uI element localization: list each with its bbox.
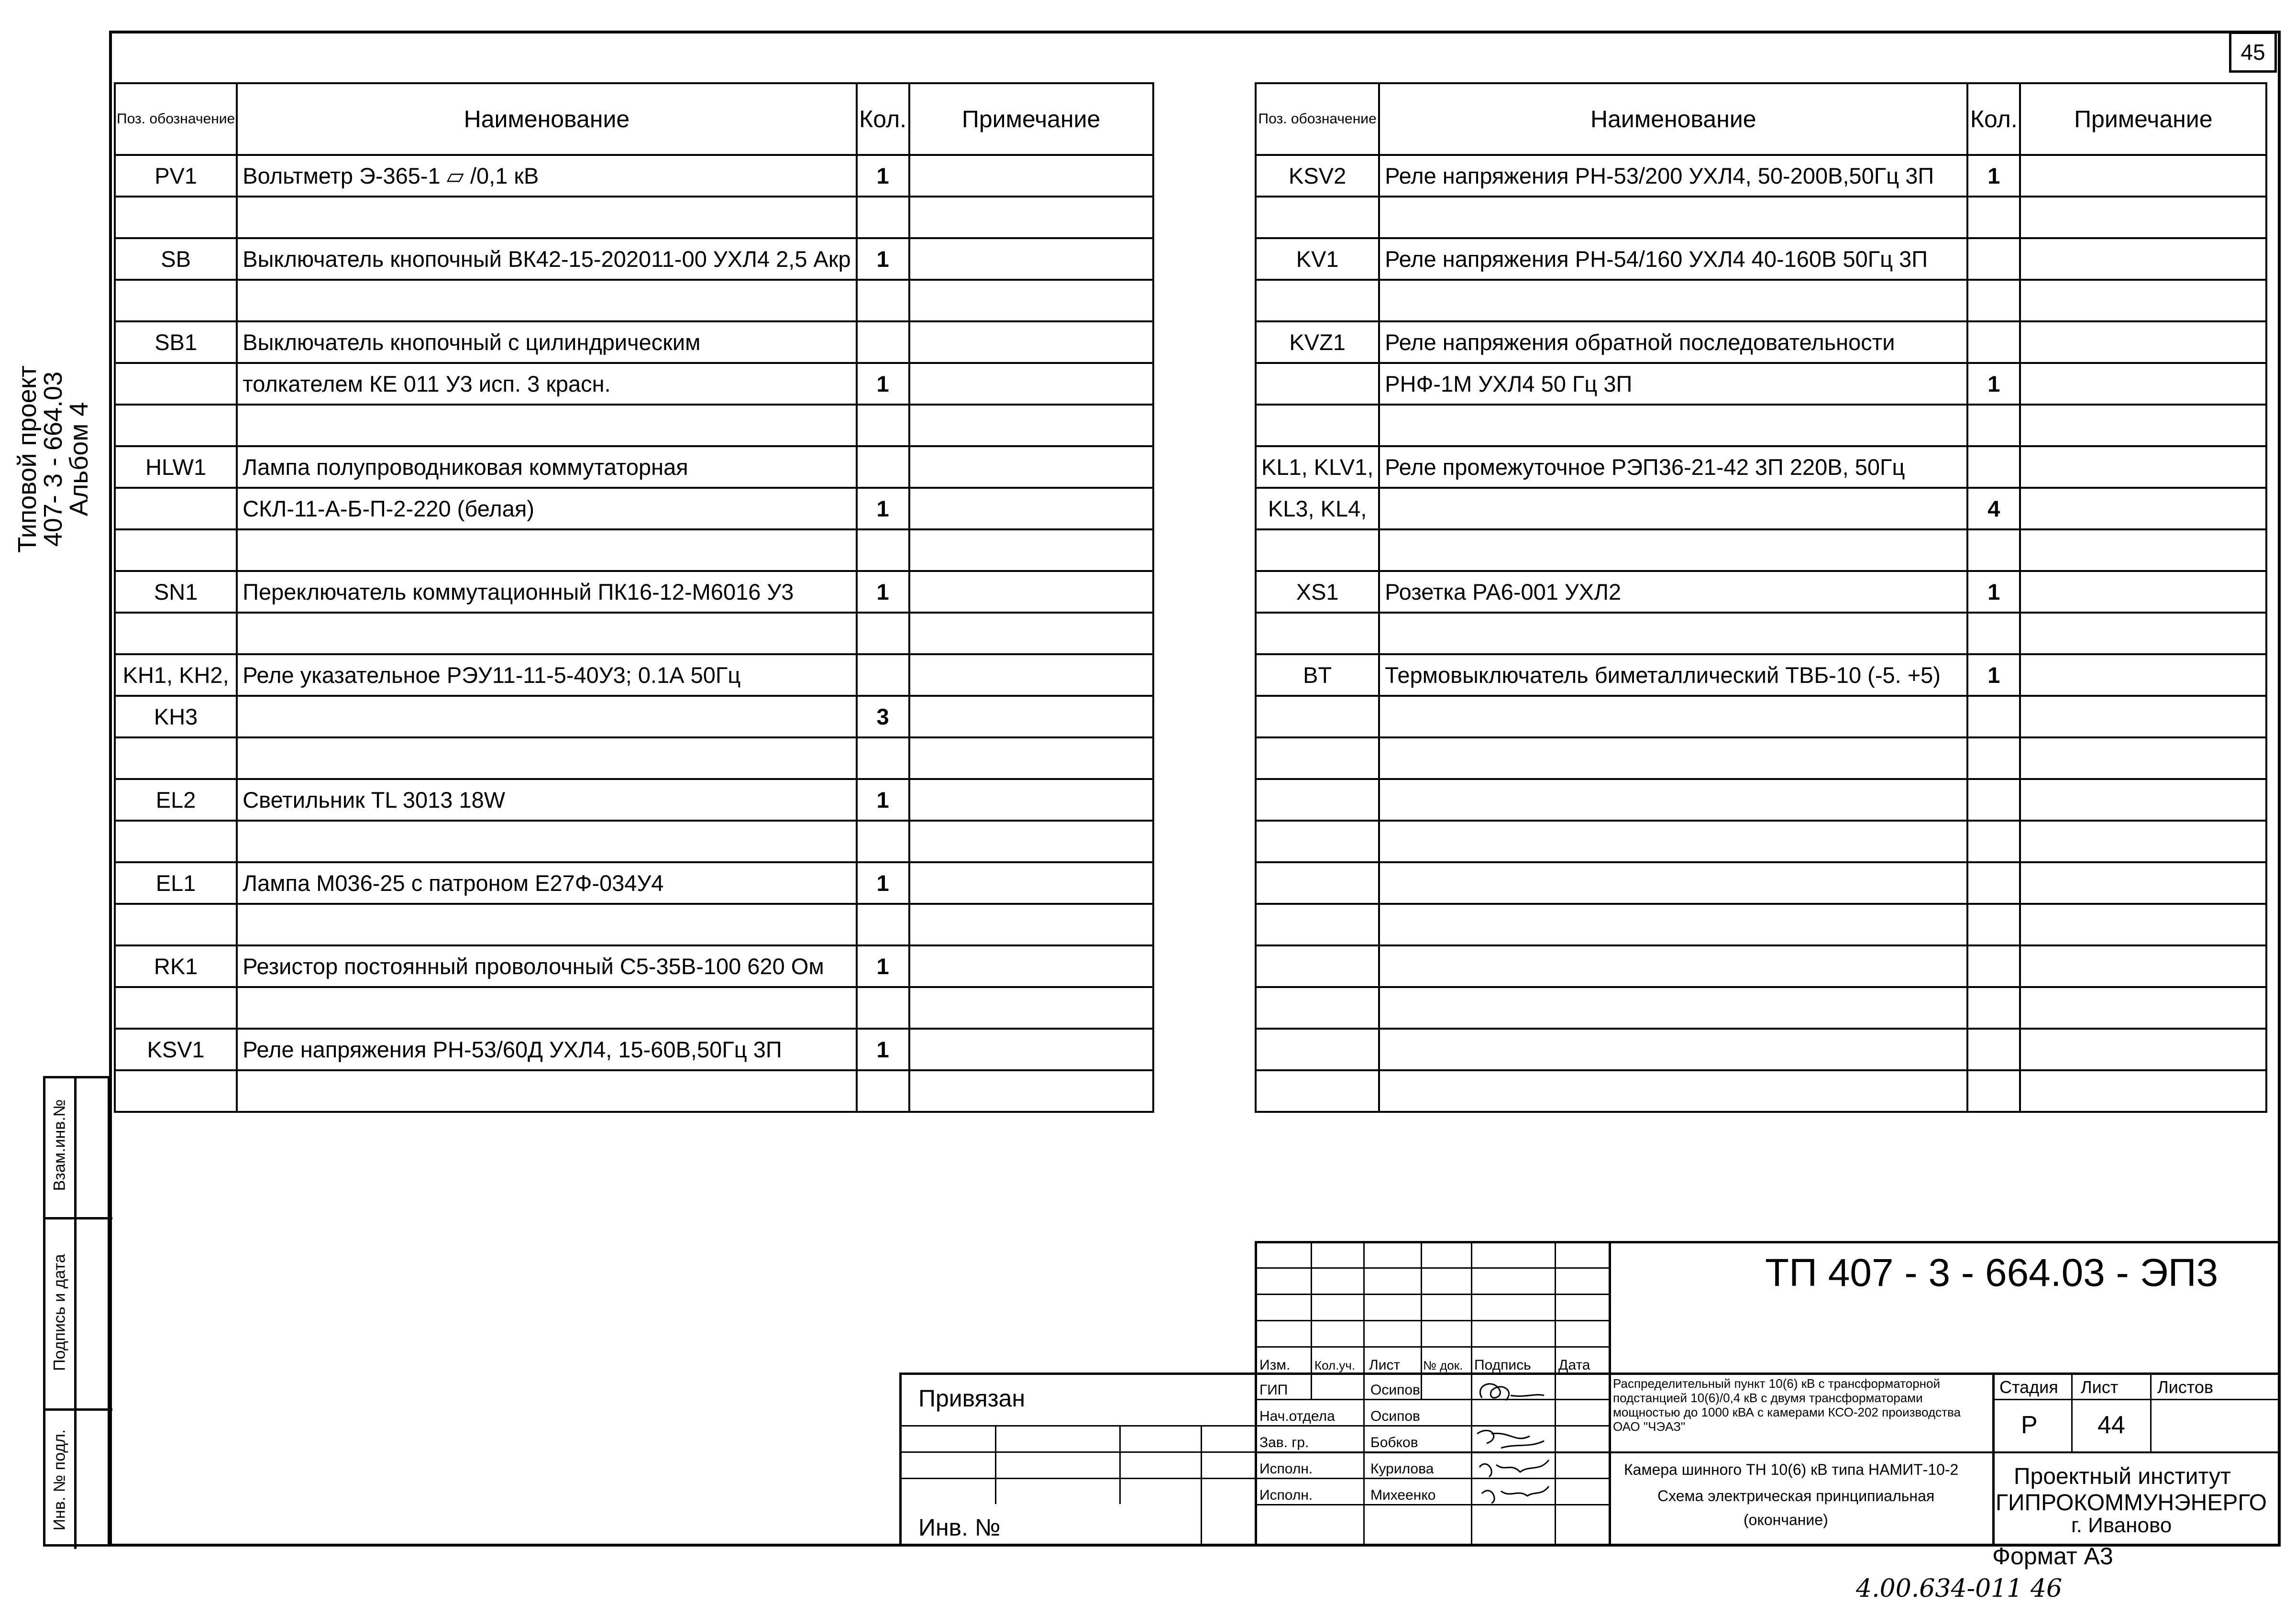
listov-label: Листов: [2157, 1377, 2213, 1397]
note-cell: [2020, 529, 2266, 571]
pos-cell: EL2: [115, 779, 237, 821]
qty-cell: [857, 737, 909, 779]
qty-cell: [857, 904, 909, 945]
qty-cell: [1967, 529, 2020, 571]
qty-cell: [1967, 1070, 2020, 1112]
name-cell: [1379, 904, 1967, 945]
pos-cell: [115, 405, 237, 446]
note-cell: [909, 280, 1153, 321]
name-cell: Реле напряжения РН-54/160 УХЛ4 40-160В 50Гц 3П: [1379, 238, 1967, 280]
name-cell: Реле указательное РЭУ11-11-5-40У3; 0.1А 50Гц: [237, 654, 856, 696]
sheet-number-box: [2229, 32, 2277, 73]
side-stamp-column: [43, 1076, 110, 1547]
table-row: [1256, 405, 2266, 446]
note-cell: [909, 737, 1153, 779]
table-row: [1256, 737, 2266, 779]
note-cell: [2020, 446, 2266, 488]
org-line-1: Проектный институт: [2014, 1464, 2231, 1489]
name-bobkov: Бобков: [1370, 1435, 1418, 1450]
name-cell: Розетка РА6-001 УХЛ2: [1379, 571, 1967, 613]
signature-scribbles: [1472, 1376, 1554, 1510]
note-cell: [909, 529, 1153, 571]
table-row: [115, 405, 1153, 446]
table-row: [115, 654, 1153, 696]
table-row: [115, 571, 1153, 613]
document-code: ТП 407 - 3 - 664.03 - ЭП3: [1765, 1251, 2219, 1295]
qty-cell: 1: [857, 945, 909, 987]
note-cell: [909, 821, 1153, 862]
qty-cell: [1967, 280, 2020, 321]
table-row: [1256, 488, 2266, 529]
name-cell: Резистор постоянный проволочный С5-35В-100 620 Ом: [237, 945, 856, 987]
name-cell: [1379, 987, 1967, 1029]
pos-cell: [1256, 363, 1379, 405]
pos-cell: [115, 363, 237, 405]
note-cell: [909, 363, 1153, 405]
note-cell: [2020, 987, 2266, 1029]
format-label: Формат А3: [1992, 1543, 2113, 1570]
note-cell: [909, 1070, 1153, 1112]
table-row: [1256, 1070, 2266, 1112]
qty-cell: [1967, 613, 2020, 654]
name-cell: [237, 696, 856, 737]
name-kurilova: Курилова: [1370, 1461, 1434, 1477]
pos-cell: PV1: [115, 155, 237, 197]
table-row: [115, 696, 1153, 737]
name-cell: Реле промежуточное РЭП36-21-42 3П 220В, 50Гц: [1379, 446, 1967, 488]
org-line-3: г. Иваново: [2071, 1514, 2172, 1537]
name-cell: [237, 280, 856, 321]
note-cell: [2020, 363, 2266, 405]
table-row: [115, 321, 1153, 363]
note-cell: [2020, 821, 2266, 862]
name-cell: [237, 904, 856, 945]
inv-podl-label: Инв. № подл.: [50, 1429, 69, 1531]
note-cell: [909, 197, 1153, 238]
name-cell: Лампа полупроводниковая коммутаторная: [237, 446, 856, 488]
header-note: Примечание: [2020, 83, 2266, 155]
header-qty: Кол.: [857, 83, 909, 155]
note-cell: [909, 779, 1153, 821]
note-cell: [909, 945, 1153, 987]
pos-cell: KSV1: [115, 1029, 237, 1070]
qty-cell: 3: [857, 696, 909, 737]
qty-cell: 1: [1967, 571, 2020, 613]
note-cell: [909, 405, 1153, 446]
note-cell: [2020, 571, 2266, 613]
table-row: [1256, 280, 2266, 321]
name-cell: [1379, 488, 1967, 529]
note-cell: [2020, 945, 2266, 987]
table-row: [115, 529, 1153, 571]
qty-cell: [1967, 779, 2020, 821]
side-title-line: Альбом 4: [65, 402, 93, 516]
name-cell: [237, 821, 856, 862]
qty-cell: [857, 987, 909, 1029]
handwritten-note: 4.00.634-011 46: [1856, 1574, 2063, 1603]
header-pos: Поз. обозначение: [1256, 83, 1379, 155]
qty-cell: [857, 529, 909, 571]
pos-cell: SN1: [115, 571, 237, 613]
table-row: [1256, 321, 2266, 363]
pos-cell: [115, 280, 237, 321]
table-row: [115, 197, 1153, 238]
note-cell: [2020, 613, 2266, 654]
pos-cell: SB1: [115, 321, 237, 363]
pos-cell: [1256, 737, 1379, 779]
note-cell: [2020, 904, 2266, 945]
qty-cell: 4: [1967, 488, 2020, 529]
table-row: [1256, 571, 2266, 613]
pos-cell: KH3: [115, 696, 237, 737]
note-cell: [2020, 779, 2266, 821]
table-row: [115, 363, 1153, 405]
table-row: [1256, 862, 2266, 904]
table-row: [115, 904, 1153, 945]
qty-cell: [1967, 987, 2020, 1029]
pos-cell: EL1: [115, 862, 237, 904]
role-zav-gr: Зав. гр.: [1259, 1435, 1309, 1450]
name-cell: [1379, 197, 1967, 238]
table-row: [1256, 238, 2266, 280]
table-row: [115, 280, 1153, 321]
name-cell: Переключатель коммутационный ПК16-12-М6016 У3: [237, 571, 856, 613]
note-cell: [2020, 155, 2266, 197]
sheet-description-3: (окончание): [1744, 1511, 1828, 1528]
table-header-row: [1256, 83, 2266, 155]
name-cell: [1379, 1070, 1967, 1112]
qty-cell: [1967, 862, 2020, 904]
note-cell: [2020, 1070, 2266, 1112]
note-cell: [909, 571, 1153, 613]
right-spec-table: [1255, 82, 2267, 1113]
pos-cell: [1256, 862, 1379, 904]
list-value: 44: [2097, 1411, 2125, 1439]
table-row: [1256, 363, 2266, 405]
name-cell: [237, 737, 856, 779]
qty-cell: 1: [857, 862, 909, 904]
name-cell: СКЛ-11-А-Б-П-2-220 (белая): [237, 488, 856, 529]
name-cell: [1379, 1029, 1967, 1070]
pos-cell: BT: [1256, 654, 1379, 696]
pos-cell: [115, 987, 237, 1029]
qty-cell: 1: [1967, 654, 2020, 696]
name-cell: толкателем КЕ 011 У3 исп. 3 красн.: [237, 363, 856, 405]
name-cell: Светильник TL 3013 18W: [237, 779, 856, 821]
qty-cell: 1: [857, 571, 909, 613]
pos-cell: KSV2: [1256, 155, 1379, 197]
qty-cell: [1967, 446, 2020, 488]
table-row: [115, 1029, 1153, 1070]
note-cell: [2020, 696, 2266, 737]
pos-cell: KL3, KL4,: [1256, 488, 1379, 529]
name-cell: Выключатель кнопочный ВК42-15-202011-00 УХЛ4 2,5 Акр: [237, 238, 856, 280]
pos-cell: [115, 821, 237, 862]
note-cell: [909, 155, 1153, 197]
table-row: [115, 238, 1153, 280]
note-cell: [2020, 488, 2266, 529]
name-cell: [237, 197, 856, 238]
table-row: [1256, 529, 2266, 571]
note-cell: [2020, 862, 2266, 904]
table-row: [115, 155, 1153, 197]
pos-cell: KL1, KLV1,: [1256, 446, 1379, 488]
header-pos: Поз. обозначение: [115, 83, 237, 155]
pos-cell: SB: [115, 238, 237, 280]
table-row: [115, 488, 1153, 529]
qty-cell: 1: [1967, 155, 2020, 197]
qty-cell: [1967, 238, 2020, 280]
org-line-2: ГИПРОКОММУНЭНЕРГО: [1996, 1490, 2267, 1515]
table-row: [1256, 696, 2266, 737]
pos-cell: [115, 529, 237, 571]
name-cell: РНФ-1М УХЛ4 50 Гц 3П: [1379, 363, 1967, 405]
qty-cell: [1967, 696, 2020, 737]
qty-cell: [857, 654, 909, 696]
note-cell: [909, 654, 1153, 696]
note-cell: [909, 446, 1153, 488]
pos-cell: HLW1: [115, 446, 237, 488]
note-cell: [2020, 238, 2266, 280]
table-row: [115, 1070, 1153, 1112]
table-row: [1256, 779, 2266, 821]
table-row: [1256, 654, 2266, 696]
role-nach-otdela: Нач.отдела: [1259, 1408, 1335, 1424]
qty-cell: [1967, 904, 2020, 945]
pos-cell: [1256, 779, 1379, 821]
note-cell: [909, 904, 1153, 945]
note-cell: [2020, 737, 2266, 779]
table-row: [1256, 904, 2266, 945]
qty-cell: [1967, 945, 2020, 987]
pos-cell: RK1: [115, 945, 237, 987]
name-osipov-1: Осипов: [1370, 1382, 1420, 1398]
pos-cell: [1256, 613, 1379, 654]
qty-cell: [857, 821, 909, 862]
name-cell: Выключатель кнопочный с цилиндрическим: [237, 321, 856, 363]
name-cell: [1379, 737, 1967, 779]
pos-cell: [1256, 197, 1379, 238]
hdr-data: Дата: [1558, 1357, 1590, 1373]
qty-cell: [857, 405, 909, 446]
pos-cell: [1256, 529, 1379, 571]
sheet-number: 45: [2241, 40, 2265, 65]
list-label: Лист: [2081, 1377, 2119, 1397]
inv-no-label: Инв. №: [918, 1514, 1001, 1541]
name-cell: [237, 1070, 856, 1112]
role-gip: ГИП: [1259, 1382, 1288, 1398]
name-cell: [1379, 696, 1967, 737]
pos-cell: [1256, 696, 1379, 737]
hdr-izm: Изм.: [1259, 1357, 1291, 1373]
note-cell: [909, 321, 1153, 363]
header-name: Наименование: [1379, 83, 1967, 155]
qty-cell: [857, 197, 909, 238]
table-row: [1256, 197, 2266, 238]
header-note: Примечание: [909, 83, 1153, 155]
table-row: [1256, 1029, 2266, 1070]
pos-cell: KVZ1: [1256, 321, 1379, 363]
qty-cell: 1: [857, 363, 909, 405]
sheet-description-1: Камера шинного ТН 10(6) кВ типа НАМИТ-10-2: [1624, 1461, 1959, 1478]
side-title-line: Типовой проект: [13, 365, 42, 553]
name-cell: [1379, 529, 1967, 571]
qty-cell: [857, 613, 909, 654]
pos-cell: [115, 1070, 237, 1112]
stage-label: Стадия: [1999, 1377, 2058, 1397]
table-row: [115, 613, 1153, 654]
side-title-line: 407- 3 - 664.03: [39, 371, 67, 547]
note-cell: [2020, 1029, 2266, 1070]
table-row: [115, 945, 1153, 987]
pos-cell: [115, 613, 237, 654]
qty-cell: [1967, 737, 2020, 779]
pos-cell: [1256, 1070, 1379, 1112]
pos-cell: [1256, 987, 1379, 1029]
table-row: [1256, 987, 2266, 1029]
table-row: [115, 446, 1153, 488]
note-cell: [909, 862, 1153, 904]
qty-cell: [1967, 321, 2020, 363]
note-cell: [909, 987, 1153, 1029]
note-cell: [909, 696, 1153, 737]
table-row: [1256, 821, 2266, 862]
pos-cell: [115, 904, 237, 945]
qty-cell: [1967, 821, 2020, 862]
note-cell: [2020, 405, 2266, 446]
table-row: [115, 862, 1153, 904]
name-cell: Вольтметр Э-365-1 ▱ /0,1 кВ: [237, 155, 856, 197]
table-row: [115, 987, 1153, 1029]
qty-cell: [857, 446, 909, 488]
side-project-title: [14, 325, 92, 593]
pos-cell: [115, 197, 237, 238]
hdr-podpis: Подпись: [1474, 1357, 1531, 1373]
pos-cell: [1256, 405, 1379, 446]
note-cell: [2020, 280, 2266, 321]
note-cell: [2020, 654, 2266, 696]
hdr-ndok: № док.: [1423, 1358, 1463, 1372]
note-cell: [909, 238, 1153, 280]
table-row: [1256, 613, 2266, 654]
pos-cell: [1256, 821, 1379, 862]
name-cell: [1379, 821, 1967, 862]
hdr-koluch: Кол.уч.: [1314, 1358, 1356, 1372]
name-osipov-2: Осипов: [1370, 1408, 1420, 1424]
project-description: Распределительный пункт 10(6) кВ с трансформаторной подстанцией 10(6)/0,4 кВ с двумя трансформаторами мощностью до 1000 кВА с камерами КСО-202 производства ОАО "ЧЭАЗ": [1613, 1376, 1961, 1434]
qty-cell: 1: [857, 238, 909, 280]
name-cell: [1379, 779, 1967, 821]
role-ispoln-2: Исполн.: [1259, 1487, 1313, 1503]
pos-cell: [1256, 945, 1379, 987]
table-row: [1256, 155, 2266, 197]
table-row: [1256, 945, 2266, 987]
pos-cell: [115, 488, 237, 529]
pos-cell: [1256, 280, 1379, 321]
name-cell: Термовыключатель биметаллический ТВБ-10 (-5. +5): [1379, 654, 1967, 696]
header-qty: Кол.: [1967, 83, 2020, 155]
pos-cell: KH1, KH2,: [115, 654, 237, 696]
pos-cell: XS1: [1256, 571, 1379, 613]
header-name: Наименование: [237, 83, 856, 155]
name-cell: Реле напряжения РН-53/60Д УХЛ4, 15-60В,50Гц 3П: [237, 1029, 856, 1070]
qty-cell: 1: [857, 488, 909, 529]
name-cell: Реле напряжения РН-53/200 УХЛ4, 50-200В,50Гц 3П: [1379, 155, 1967, 197]
podpis-data-label: Подпись и дата: [50, 1254, 69, 1371]
hdr-list: Лист: [1369, 1357, 1401, 1373]
vzam-inv-label: Взам.инв.№: [50, 1099, 69, 1191]
stage-value: Р: [2021, 1411, 2038, 1439]
note-cell: [909, 1029, 1153, 1070]
name-cell: Реле напряжения обратной последовательности: [1379, 321, 1967, 363]
qty-cell: [1967, 197, 2020, 238]
qty-cell: 1: [1967, 363, 2020, 405]
pos-cell: KV1: [1256, 238, 1379, 280]
table-row: [115, 821, 1153, 862]
name-cell: [237, 613, 856, 654]
qty-cell: [857, 280, 909, 321]
name-miheenko: Михеенко: [1370, 1487, 1436, 1503]
qty-cell: 1: [857, 155, 909, 197]
qty-cell: [857, 1070, 909, 1112]
table-row: [115, 779, 1153, 821]
note-cell: [2020, 197, 2266, 238]
name-cell: [237, 529, 856, 571]
qty-cell: [1967, 405, 2020, 446]
privyazan-label: Привязан: [918, 1385, 1026, 1412]
name-cell: Лампа М036-25 с патроном Е27Ф-034У4: [237, 862, 856, 904]
qty-cell: [1967, 1029, 2020, 1070]
pos-cell: [1256, 904, 1379, 945]
qty-cell: 1: [857, 1029, 909, 1070]
name-cell: [1379, 862, 1967, 904]
sheet-description-2: Схема электрическая принципиальная: [1657, 1487, 1935, 1504]
table-row: [1256, 446, 2266, 488]
name-cell: [1379, 405, 1967, 446]
qty-cell: 1: [857, 779, 909, 821]
table-row: [115, 737, 1153, 779]
note-cell: [909, 488, 1153, 529]
name-cell: [237, 405, 856, 446]
qty-cell: [857, 321, 909, 363]
pos-cell: [1256, 1029, 1379, 1070]
name-cell: [1379, 945, 1967, 987]
left-spec-table: [114, 82, 1154, 1113]
name-cell: [1379, 280, 1967, 321]
table-header-row: [115, 83, 1153, 155]
name-cell: [237, 987, 856, 1029]
note-cell: [2020, 321, 2266, 363]
note-cell: [909, 613, 1153, 654]
pos-cell: [115, 737, 237, 779]
name-cell: [1379, 613, 1967, 654]
role-ispoln-1: Исполн.: [1259, 1461, 1313, 1477]
